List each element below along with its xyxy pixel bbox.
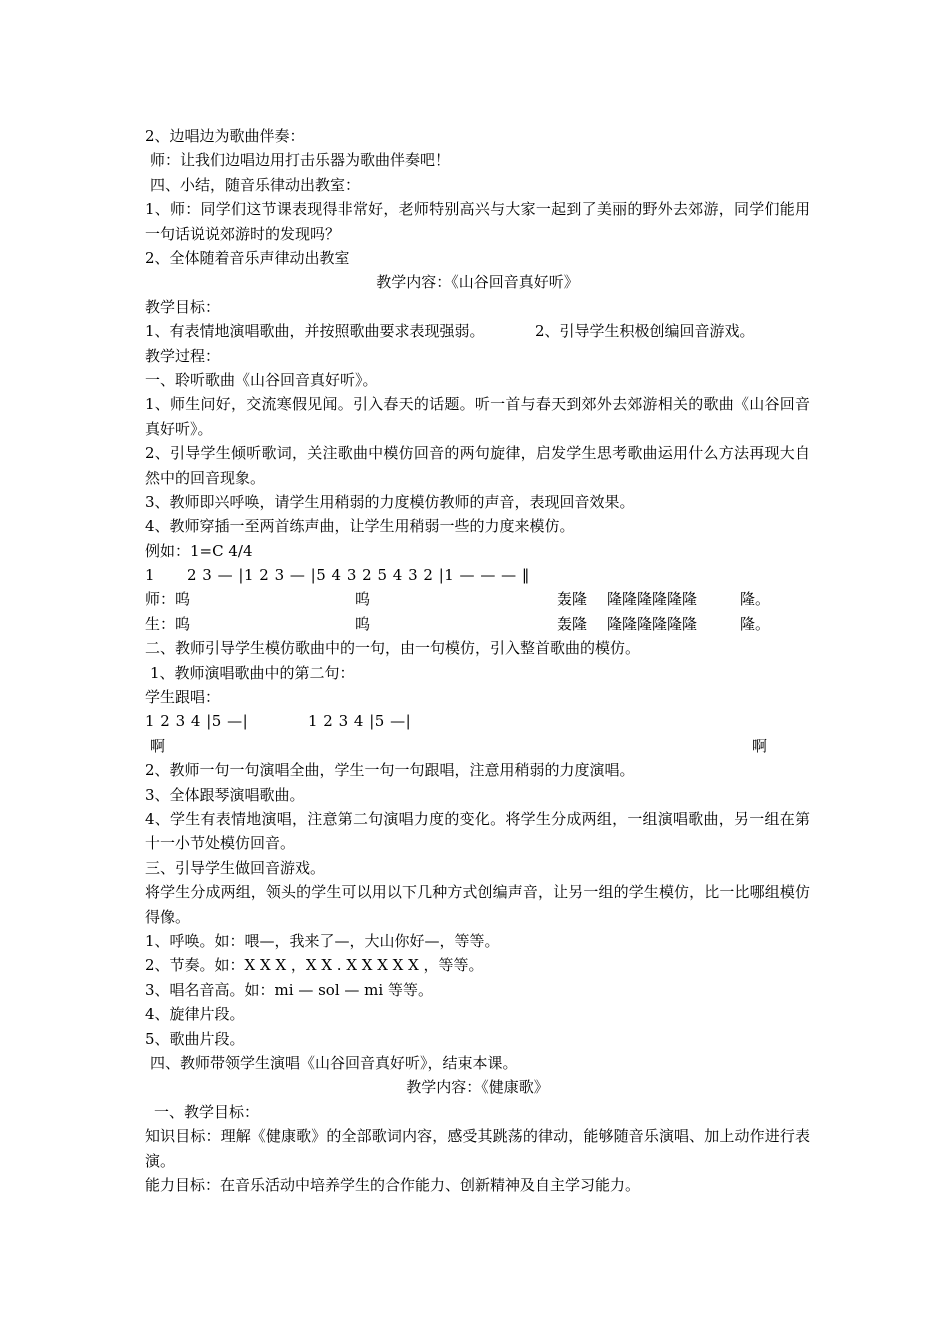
document-body — [145, 124, 810, 1197]
paragraph: 将学生分成两组，领头的学生可以用以下几种方式创编声音，让另一组的学生模仿，比一比哪组模仿得像。 — [145, 883, 810, 926]
lyric: 啊 — [150, 736, 166, 755]
goals-line — [145, 319, 810, 343]
lesson-title: 教学内容：《健康歌》 — [406, 1078, 549, 1097]
section-label: 教学目标： — [145, 297, 221, 316]
text-line: 2、边唱边为歌曲伴奏： — [145, 127, 305, 145]
score-line — [145, 709, 810, 733]
text-line: 2、节奏。如：X X X ，X X . X X X X X ，等等。 — [145, 956, 484, 975]
section-heading: 四、小结，随音乐律动出教室： — [150, 175, 361, 194]
paragraph: 1、师：同学们这节课表现得非常好，老师特别高兴与大家一起到了美丽的野外去郊游，同学们能用一句话说说郊游时的发现吗？ — [145, 200, 810, 243]
section-heading: 二、教师引导学生模仿歌曲中的一句，由一句模仿，引入整首歌曲的模仿。 — [145, 639, 641, 658]
section-heading: 四、教师带领学生演唱《山谷回音真好听》，结束本课。 — [150, 1053, 518, 1072]
lesson-title: 教学内容：《山谷回音真好听》 — [376, 273, 579, 292]
paragraph: 1、师生问好，交流寒假见闻。引入春天的话题。听一首与春天到郊外去郊游相关的歌曲《山谷回音真好听》。 — [145, 395, 810, 438]
text-line: 2、教师一句一句演唱全曲，学生一句一句跟唱，注意用稍弱的力度演唱。 — [145, 761, 635, 780]
score-notation: 1 2 3 4 |5 —| — [308, 712, 412, 731]
score-line — [145, 563, 810, 587]
text-line: 3、全体跟琴演唱歌曲。 — [145, 785, 305, 804]
lyric: 呜 — [355, 614, 371, 633]
lyric: 隆隆隆隆隆隆 — [607, 590, 698, 609]
lyrics-student — [145, 612, 810, 636]
text-line: 3、唱名音高。如：mi — sol — mi 等等。 — [145, 980, 433, 999]
key-signature: 例如：1=C 4/4 — [145, 541, 253, 560]
text-line: 3、教师即兴呼唤，请学生用稍弱的力度模仿教师的声音，表现回音效果。 — [145, 492, 635, 511]
paragraph: 知识目标：理解《健康歌》的全部歌词内容，感受其跳荡的律动，能够随音乐演唱、加上动作进行表演。 — [145, 1127, 810, 1170]
lyric: 师：呜 — [145, 590, 191, 609]
text-line: 5、歌曲片段。 — [145, 1029, 245, 1048]
score-notation: 2 3 — |1 2 3 — |5 4 3 2 5 4 3 2 |1 — — — ‖ — [187, 566, 530, 585]
section-heading: 三、引导学生做回音游戏。 — [145, 858, 326, 877]
section-heading: 一、聆听歌曲《山谷回音真好听》。 — [145, 370, 378, 389]
score-note: 1 — [145, 566, 156, 585]
lyric: 轰隆 — [557, 590, 588, 609]
lyrics-line — [145, 734, 810, 758]
text-line: 1、教师演唱歌曲中的第二句： — [150, 663, 355, 682]
text-line: 2、全体随着音乐声律动出教室 — [145, 248, 350, 267]
text-line: 4、教师穿插一至两首练声曲，让学生用稍弱一些的力度来模仿。 — [145, 517, 575, 536]
text-line: 4、旋律片段。 — [145, 1005, 245, 1024]
section-label: 教学过程： — [145, 346, 221, 365]
paragraph: 2、引导学生倾听歌词，关注歌曲中模仿回音的两句旋律，启发学生思考歌曲运用什么方法再现大自然中的回音现象。 — [145, 444, 810, 487]
lyric: 隆。 — [740, 590, 771, 609]
lyric: 啊 — [752, 736, 768, 755]
text-line: 学生跟唱： — [145, 688, 221, 707]
lyric: 隆隆隆隆隆隆 — [607, 614, 698, 633]
section-heading: 一、教学目标： — [154, 1102, 260, 1121]
lyric: 呜 — [355, 590, 371, 609]
text-line: 师：让我们边唱边用打击乐器为歌曲伴奏吧！ — [150, 151, 451, 170]
paragraph: 4、学生有表情地演唱，注意第二句演唱力度的变化。将学生分成两组，一组演唱歌曲，另一组在第十一小节处模仿回音。 — [145, 809, 810, 853]
lyrics-teacher — [145, 587, 810, 611]
lyric: 轰隆 — [557, 614, 588, 633]
lyric: 隆。 — [740, 614, 771, 633]
lyric: 生：呜 — [145, 614, 191, 633]
text-line: 能力目标：在音乐活动中培养学生的合作能力、创新精神及自主学习能力。 — [145, 1175, 641, 1194]
score-notation: 1 2 3 4 |5 —| — [145, 712, 249, 731]
goal-1: 1、有表情地演唱歌曲，并按照歌曲要求表现强弱。 — [145, 322, 485, 341]
goal-2: 2、引导学生积极创编回音游戏。 — [535, 322, 755, 341]
text-line: 1、呼唤。如：喂—，我来了—，大山你好—，等等。 — [145, 931, 500, 950]
